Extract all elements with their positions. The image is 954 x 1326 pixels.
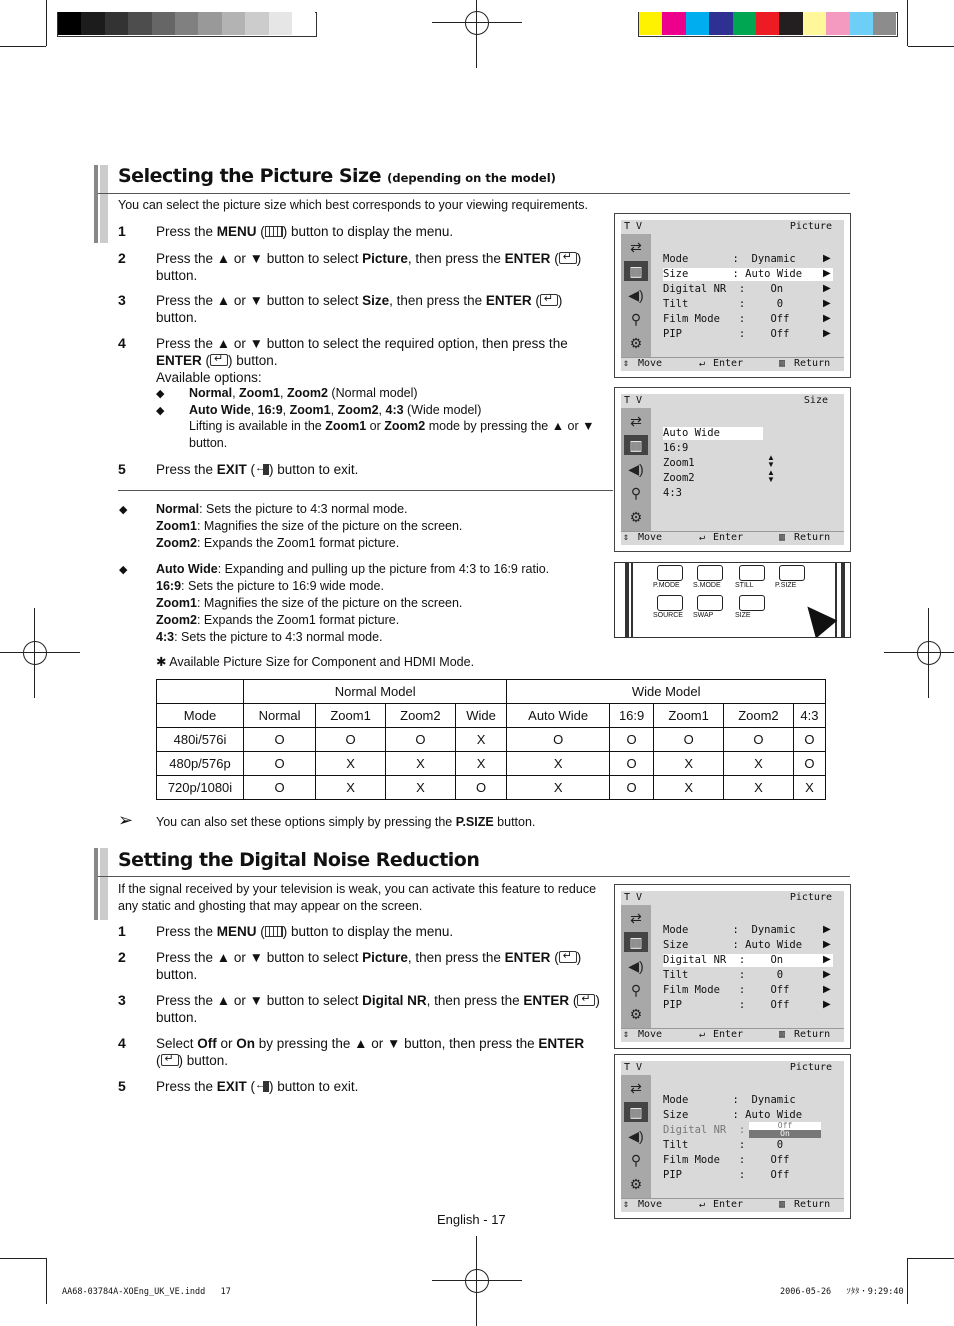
table-row (157, 728, 826, 752)
osd-row: Mode : Dynamic (663, 1094, 796, 1106)
updown-arrow-icon: ▲ ▼ (767, 468, 775, 484)
move-icon: ⇕ (623, 1199, 630, 1210)
table-cell: 720p/1080i (157, 776, 244, 800)
setup-icon: ⚙ (629, 335, 643, 351)
remote-button (779, 565, 805, 581)
color-swatch (756, 12, 779, 35)
section-title-dnr: Setting the Digital Noise Reduction (118, 849, 480, 871)
table-row (157, 776, 826, 800)
osd-sidebar (621, 408, 651, 532)
option-lifting-note: Lifting is available in the Zoom1 or Zoom2 mode by pressing the ▲ or ▼ button. (189, 419, 595, 450)
color-swatch (175, 12, 198, 35)
table-row (157, 752, 826, 776)
crop-mark (907, 0, 908, 46)
section-title-picture-size (118, 165, 556, 187)
table-header-cell: Zoom2 (724, 704, 794, 728)
sound-icon: ◀) (628, 287, 644, 303)
tip-arrow-icon: ➢ (118, 810, 134, 830)
registration-mark-left (0, 608, 80, 698)
step-number: 4 (118, 335, 126, 351)
color-swatch (639, 12, 662, 35)
print-date: 2006-05-26 ｿﾀﾀ・9:29:40 (780, 1287, 904, 1297)
description-line: Auto Wide: Expanding and pulling up the picture from 4:3 to 16:9 ratio. (156, 562, 550, 576)
table-cell: X (507, 752, 610, 776)
enter-icon (559, 252, 577, 264)
table-cell: X (455, 752, 507, 776)
input-icon: ⇄ (630, 413, 642, 429)
color-swatch (709, 12, 732, 35)
table-cell: X (455, 728, 507, 752)
color-swatch (269, 12, 292, 35)
submenu-arrow-icon: ▶ (823, 253, 831, 264)
picture-icon: ▥ (624, 435, 648, 455)
osd-footer: ⇕ Move ↵ Enter ▥ Return (621, 1198, 844, 1212)
sound-icon: ◀) (628, 461, 644, 477)
osd-sidebar (621, 1075, 651, 1199)
enter-icon (540, 294, 558, 306)
step-number: 2 (118, 250, 126, 266)
description-line: Zoom1: Magnifies the size of the picture on the screen. (156, 519, 463, 533)
submenu-arrow-icon: ▶ (823, 999, 831, 1010)
step-number: 1 (118, 223, 126, 239)
submenu-arrow-icon: ▶ (823, 969, 831, 980)
component-hdmi-note: ✱ Available Picture Size for Component and HDMI Mode. (156, 655, 475, 669)
table-header-cell: Zoom2 (386, 704, 456, 728)
move-icon: ⇕ (623, 1029, 630, 1040)
step-1: Press the MENU ( ) button to display the menu. (156, 224, 454, 239)
dnr-option-on: On (749, 1130, 821, 1138)
picture-icon: ▥ (624, 1102, 648, 1122)
table-cell: O (244, 752, 316, 776)
section-rule (98, 876, 850, 877)
osd-footer: ⇕ Move ↵ Enter ▥ Return (621, 531, 844, 545)
intro-text: If the signal received by your television is weak, you can activate this feature to reduce any static and ghosting that may appear on the screen. (118, 882, 597, 913)
enter-icon (559, 951, 577, 963)
remote-button-label: SIZE (735, 612, 751, 619)
crop-mark (46, 0, 47, 46)
color-swatch (292, 12, 315, 35)
menu-icon (265, 926, 283, 937)
color-swatch (245, 12, 268, 35)
menu-icon (265, 226, 283, 237)
table-cell: O (793, 728, 825, 752)
file-slug: AA68-03784A-XOEng_UK_VE.indd 17 (62, 1287, 231, 1297)
description-line: Zoom2: Expands the Zoom1 format picture. (156, 536, 400, 550)
color-swatch (662, 12, 685, 35)
osd-row: 16:9 (663, 442, 689, 454)
intro-text: You can select the picture size which best corresponds to your viewing requirements. (118, 198, 588, 212)
input-icon: ⇄ (630, 1080, 642, 1096)
table-cell: O (793, 752, 825, 776)
enter-icon (210, 354, 228, 366)
desc-wide-block (156, 561, 549, 646)
table-cell: O (244, 728, 316, 752)
submenu-arrow-icon: ▶ (823, 268, 831, 279)
osd-row-selected: Digital NR : On (663, 954, 833, 967)
osd-row: Zoom1 (663, 457, 695, 469)
osd-sidebar (621, 905, 651, 1029)
color-swatch (152, 12, 175, 35)
osd-row: Mode : Dynamic (663, 253, 796, 265)
table-cell: O (455, 776, 507, 800)
color-swatch (850, 12, 873, 35)
group-wide-model: Wide Model (507, 680, 826, 704)
move-icon: ⇕ (623, 358, 630, 369)
option-normal-model: Normal, Zoom1, Zoom2 (Normal model) (189, 386, 418, 400)
remote-button-label: S.MODE (693, 582, 721, 589)
osd-row: Digital NR : On (663, 283, 784, 295)
osd-row: 4:3 (663, 487, 682, 499)
table-cell: X (507, 776, 610, 800)
osd-row: Size : Auto Wide (663, 1109, 803, 1121)
table-cell: X (724, 752, 794, 776)
submenu-arrow-icon: ▶ (823, 939, 831, 950)
registration-mark-top (432, 0, 522, 68)
osd-row: Size : Auto Wide (663, 939, 803, 951)
color-swatch (222, 12, 245, 35)
section-bar (94, 848, 98, 920)
osd-tv-label: T V (624, 395, 643, 406)
picture-icon: ▥ (624, 261, 648, 281)
tip-text: You can also set these options simply by pressing the P.SIZE button. (156, 815, 536, 829)
osd-size-menu (614, 387, 851, 552)
remote-control-image (614, 562, 851, 638)
return-icon: ▥ (779, 358, 786, 369)
section-rule (98, 193, 850, 194)
table-cell: X (386, 752, 456, 776)
osd-row: Tilt : 0 (663, 969, 784, 981)
return-icon: ▥ (779, 1199, 786, 1210)
submenu-arrow-icon: ▶ (823, 924, 831, 935)
remote-button (697, 565, 723, 581)
table-cell: 480i/576i (157, 728, 244, 752)
table-header-cell: Normal (244, 704, 316, 728)
picture-size-table (156, 679, 826, 800)
dnr-dropdown (749, 1122, 821, 1138)
color-swatch (779, 12, 802, 35)
color-swatch (105, 12, 128, 35)
color-swatch (733, 12, 756, 35)
table-header-cell: Zoom1 (654, 704, 724, 728)
step-number: 2 (118, 949, 126, 965)
input-icon: ⇄ (630, 239, 642, 255)
enter-icon: ↵ (699, 532, 706, 543)
table-cell: O (507, 728, 610, 752)
osd-footer: ⇕ Move ↵ Enter ▥ Return (621, 1028, 844, 1042)
table-cell: X (386, 776, 456, 800)
description-line: 16:9: Sets the picture to 16:9 wide mode. (156, 579, 384, 593)
osd-row: Film Mode : Off (663, 984, 790, 996)
return-icon: ▥ (779, 532, 786, 543)
crop-mark (46, 1258, 47, 1304)
color-swatch (128, 12, 151, 35)
remote-button-label: STILL (735, 582, 754, 589)
step-number: 4 (118, 1035, 126, 1051)
input-icon: ⇄ (630, 910, 642, 926)
remote-button (697, 595, 723, 611)
crop-mark (0, 1258, 46, 1259)
crop-mark (908, 1258, 954, 1259)
step-3: Press the ▲ or ▼ button to select Size, then press the ENTER (↵ ) button. (156, 292, 562, 326)
remote-button-label: P.SIZE (775, 582, 797, 589)
table-cell: X (316, 776, 386, 800)
pointer-hand-icon (797, 598, 838, 638)
remote-button-label: P.MODE (653, 582, 680, 589)
setup-icon: ⚙ (629, 1176, 643, 1192)
color-swatch (826, 12, 849, 35)
table-corner (157, 680, 244, 704)
diamond-bullet: ◆ (119, 504, 128, 516)
section-bar (94, 165, 98, 243)
osd-tv-label: T V (624, 1062, 643, 1073)
table-cell: O (609, 728, 653, 752)
description-line: 4:3: Sets the picture to 4:3 normal mode. (156, 630, 383, 644)
osd-footer: ⇕ Move ↵ Enter ▥ Return (621, 357, 844, 371)
osd-row-selected: Auto Wide (663, 427, 763, 440)
osd-tv-label: T V (624, 221, 643, 232)
submenu-arrow-icon: ▶ (823, 328, 831, 339)
enter-icon (577, 994, 595, 1006)
description-line: Zoom1: Magnifies the size of the picture on the screen. (156, 596, 463, 610)
setup-icon: ⚙ (629, 509, 643, 525)
osd-row: Tilt : 0 (663, 1139, 784, 1151)
option-wide-model: Auto Wide, 16:9, Zoom1, Zoom2, 4:3 (Wide model) (189, 403, 482, 417)
osd-title: Picture (789, 892, 832, 903)
table-header-cell: Zoom1 (316, 704, 386, 728)
table-cell: O (609, 752, 653, 776)
osd-tv-label: T V (624, 892, 643, 903)
section-bar (100, 848, 108, 920)
submenu-arrow-icon: ▶ (823, 313, 831, 324)
osd-row: PIP : Off (663, 1169, 790, 1181)
step-number: 5 (118, 461, 126, 477)
osd-sidebar (621, 234, 651, 358)
table-header-row (157, 704, 826, 728)
channel-icon: ⚲ (630, 1152, 642, 1168)
color-swatch (686, 12, 709, 35)
osd-row: Tilt : 0 (663, 298, 784, 310)
return-icon: ▥ (779, 1029, 786, 1040)
submenu-arrow-icon: ▶ (823, 283, 831, 294)
table-header-cell: Mode (157, 704, 244, 728)
crop-mark (908, 46, 954, 47)
remote-button-label: SWAP (693, 612, 714, 619)
osd-title: Picture (789, 1062, 832, 1073)
sound-icon: ◀) (628, 958, 644, 974)
diamond-bullet: ◆ (119, 564, 128, 576)
color-swatch (873, 12, 896, 35)
diamond-bullet: ◆ (156, 405, 165, 417)
table-cell: 480p/576p (157, 752, 244, 776)
channel-icon: ⚲ (630, 311, 642, 327)
submenu-arrow-icon: ▶ (823, 954, 831, 965)
osd-row: Zoom2 (663, 472, 695, 484)
color-swatch (803, 12, 826, 35)
page-number: English - 17 (437, 1212, 506, 1227)
table-cell: X (724, 776, 794, 800)
osd-dnr-options (614, 1054, 851, 1219)
section-bar (100, 165, 108, 243)
color-swatch (81, 12, 104, 35)
table-header-cell: Wide (455, 704, 507, 728)
description-line: Normal: Sets the picture to 4:3 normal mode. (156, 502, 408, 516)
step-number: 5 (118, 1078, 126, 1094)
osd-row: Mode : Dynamic (663, 924, 796, 936)
exit-icon (255, 464, 269, 475)
osd-row: PIP : Off (663, 999, 790, 1011)
osd-picture-menu-size (614, 213, 851, 378)
enter-icon (161, 1054, 179, 1066)
remote-button (739, 595, 765, 611)
osd-row-selected: Size : Auto Wide (663, 268, 833, 281)
table-cell: X (654, 776, 724, 800)
osd-row: Film Mode : Off (663, 313, 790, 325)
table-cell: X (316, 752, 386, 776)
picture-icon: ▥ (624, 932, 648, 952)
table-cell: O (609, 776, 653, 800)
enter-icon: ↵ (699, 1029, 706, 1040)
osd-row: Film Mode : Off (663, 1154, 790, 1166)
sound-icon: ◀) (628, 1128, 644, 1144)
move-icon: ⇕ (623, 532, 630, 543)
osd-row-dimmed: Digital NR : (663, 1124, 746, 1136)
step-1: Press the MENU ( ) button to display the menu. (156, 924, 454, 939)
step-3: Press the ▲ or ▼ button to select Digital NR, then press the ENTER (↵ ) button. (156, 992, 600, 1026)
table-cell: O (244, 776, 316, 800)
channel-icon: ⚲ (630, 982, 642, 998)
table-header-cell: 4:3 (793, 704, 825, 728)
table-cell: X (793, 776, 825, 800)
step-4: Press the ▲ or ▼ button to select the required option, then press the ENTER (↵ ) button. Available options: (156, 335, 568, 386)
submenu-arrow-icon: ▶ (823, 298, 831, 309)
table-cell: X (654, 752, 724, 776)
step-5: Press the EXIT (← ) button to exit. (156, 461, 358, 478)
remote-button (739, 565, 765, 581)
diamond-bullet: ◆ (156, 388, 165, 400)
table-cell: O (724, 728, 794, 752)
step-number: 3 (118, 992, 126, 1008)
description-line: Zoom2: Expands the Zoom1 format picture. (156, 613, 400, 627)
group-normal-model: Normal Model (244, 680, 507, 704)
remote-button-label: SOURCE (653, 612, 683, 619)
osd-picture-menu-dnr (614, 884, 851, 1049)
remote-button (657, 565, 683, 581)
enter-icon: ↵ (699, 1199, 706, 1210)
desc-normal-block (156, 501, 462, 552)
enter-icon: ↵ (699, 358, 706, 369)
divider (118, 490, 613, 491)
submenu-arrow-icon: ▶ (823, 984, 831, 995)
osd-title: Size (803, 395, 828, 406)
table-cell: O (386, 728, 456, 752)
title-text: Selecting the Picture Size (118, 165, 382, 187)
exit-icon (255, 1081, 269, 1092)
osd-title: Picture (789, 221, 832, 232)
setup-icon: ⚙ (629, 1006, 643, 1022)
step-4: Select Off or On by pressing the ▲ or ▼ button, then press the ENTER (↵ ) button. (156, 1035, 584, 1069)
step-number: 1 (118, 923, 126, 939)
dnr-option-off: Off (777, 1121, 793, 1130)
channel-icon: ⚲ (630, 485, 642, 501)
registration-mark-right (884, 608, 954, 698)
step-2: Press the ▲ or ▼ button to select Picture, then press the ENTER (↵ ) button. (156, 250, 581, 284)
table-header-cell: 16:9 (609, 704, 653, 728)
step-number: 3 (118, 292, 126, 308)
table-cell: O (654, 728, 724, 752)
color-swatch (58, 12, 81, 35)
title-note: (depending on the model) (387, 171, 556, 185)
step-5: Press the EXIT (← ) button to exit. (156, 1078, 358, 1095)
osd-row: PIP : Off (663, 328, 790, 340)
updown-arrow-icon: ▲ ▼ (767, 453, 775, 469)
crop-mark (0, 46, 46, 47)
table-header-cell: Auto Wide (507, 704, 610, 728)
step-2: Press the ▲ or ▼ button to select Picture, then press the ENTER (↵ ) button. (156, 949, 581, 983)
crop-mark (907, 1258, 908, 1304)
registration-mark-bottom (432, 1236, 522, 1326)
table-cell: O (316, 728, 386, 752)
color-swatch (198, 12, 221, 35)
remote-button (657, 595, 683, 611)
